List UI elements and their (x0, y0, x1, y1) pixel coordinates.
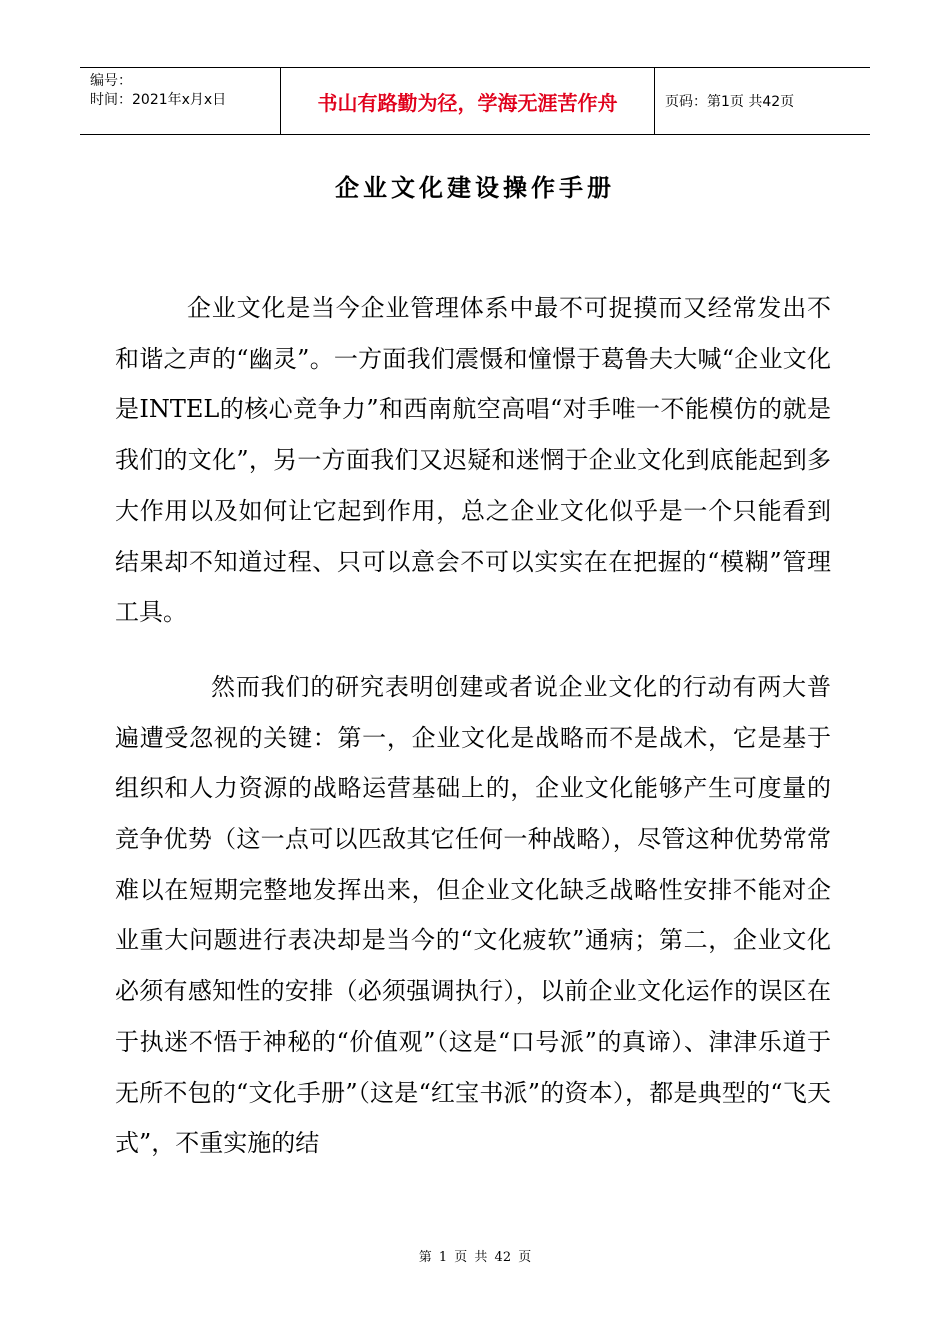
header-page-info: 页码：第1页 共42页 (665, 94, 795, 110)
document-title: 企业文化建设操作手册 (335, 173, 615, 202)
page-header (80, 67, 870, 135)
paragraph-2: 然而我们的研究表明创建或者说企业文化的行动有两大普遍遭受忽视的关键：第一，企业文化是战略而不是战术，它是基于组织和人力资源的战略运营基础上的，企业文化能够产生可度量的竞争优势（这一点可以匹敌其它任何一种战略），尽管这种优势常常难以在短期完整地发挥出来，但企业文化缺乏战略性安排不能对企业重大问题进行表决却是当今的“文化疲软”通病；第二，企业文化必须有感知性的安排（必须强调执行），以前企业文化运作的误区在于执迷不悟于神秘的“价值观”（这是“口号派”的真谛）、津津乐道于无所不包的“文化手册”（这是“红宝书派”的资本），都是典型的“飞天式”，不重实施的结 (115, 672, 831, 1158)
document-body (115, 283, 831, 1169)
document-number-label: 编号： (90, 73, 132, 89)
header-meta (80, 68, 281, 134)
paragraph-1: 企业文化是当今企业管理体系中最不可捉摸而又经常发出不和谐之声的“幽灵”。一方面我们震慑和憧憬于葛鲁夫大喊“企业文化是INTEL的核心竞争力”和西南航空高唱“对手唯一不能模仿的就是我们的文化”，另一方面我们又迟疑和迷惘于企业文化到底能起到多大作用以及如何让它起到作用，总之企业文化似乎是一个只能看到结果却不知道过程、只可以意会不可以实实在在把握的“模糊”管理工具。 (115, 294, 831, 627)
header-motto: 书山有路勤为径，学海无涯苦作舟 (281, 68, 655, 134)
page-footer: 第 1 页 共 42 页 (418, 1250, 532, 1265)
document-date: 时间：2021年x月x日 (90, 92, 227, 108)
